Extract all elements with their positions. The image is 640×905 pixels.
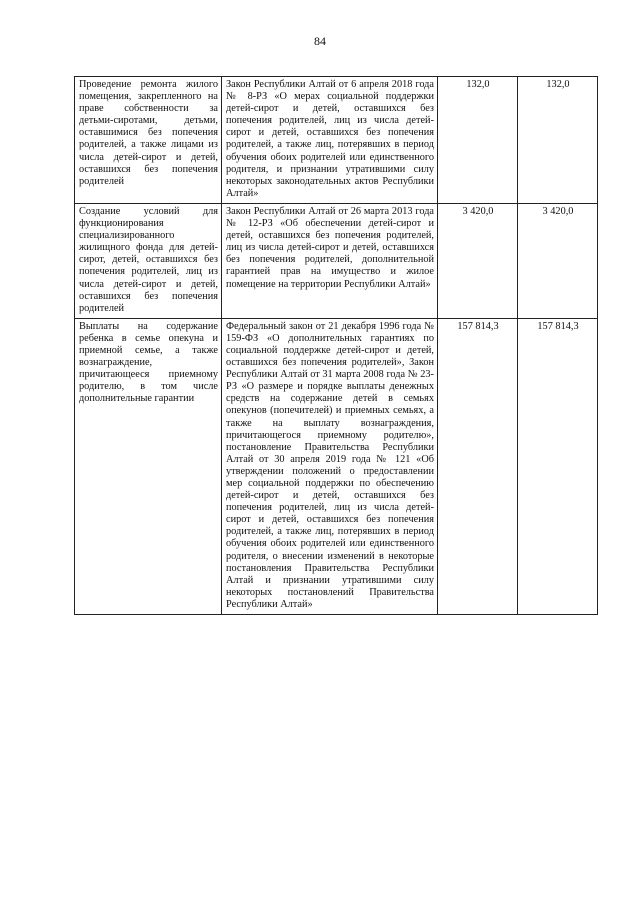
table-row xyxy=(75,318,598,614)
table-row xyxy=(75,77,598,204)
amount-cell-1: 157 814,3 xyxy=(438,318,518,614)
amount-cell-1: 132,0 xyxy=(438,77,518,204)
legal-basis-cell: Закон Республики Алтай от 6 апреля 2018 года № 8-РЗ «О мерах социальной поддержки детей-сирот и детей, оставшихся без попечения родителей, лиц из числа детей-сирот и детей, оставшихся без попечения родителей, а также лиц, потерявших в период обучения обоих родителей или единственного родителя, и признании утратившими силу некоторых законодательных актов Республики Алтай» xyxy=(222,77,438,204)
amount-cell-2: 3 420,0 xyxy=(518,203,598,318)
expense-name-cell: Создание условий для функционирования специализированного жилищного фонда для детей-сирот, детей, оставшихся без попечения родителей, лиц из числа детей-сирот и детей, оставшихся без попечения родителей xyxy=(75,203,222,318)
budget-table xyxy=(74,76,598,615)
table-row xyxy=(75,203,598,318)
amount-cell-1: 3 420,0 xyxy=(438,203,518,318)
page-number: 84 xyxy=(314,34,326,48)
legal-basis-cell: Закон Республики Алтай от 26 марта 2013 года № 12-РЗ «Об обеспечении детей-сирот и детей, оставшихся без попечения родителей, лиц из числа детей-сирот и детей, оставшихся без попечения родителей, дополнительной гарантией прав на имущество и жилое помещение на территории Республики Алтай» xyxy=(222,203,438,318)
expense-name-cell: Выплаты на содержание ребенка в семье опекуна и приемной семье, а также вознаграждение, причитающееся приемному родителю, в том числе дополнительные гарантии xyxy=(75,318,222,614)
amount-cell-2: 132,0 xyxy=(518,77,598,204)
expense-name-cell: Проведение ремонта жилого помещения, закрепленного на праве собственности за детьми-сиротами, детьми, оставшимися без попечения родителей, а также лицами из числа детей-сирот и детей, оставшихся без попечения родителей xyxy=(75,77,222,204)
legal-basis-cell: Федеральный закон от 21 декабря 1996 года № 159-ФЗ «О дополнительных гарантиях по социальной поддержке детей-сирот и детей, оставшихся без попечения родителей», Закон Республики Алтай от 31 марта 2008 года № 23-РЗ «О размере и порядке выплаты денежных средств на содержание детей в семьях опекунов (попечителей) и приемных семьях, а также на выплату вознаграждения, причитающегося приемному родителю», постановление Правительства Республики Алтай от 30 апреля 2019 года № 121 «Об утверждении положений о предоставлении мер социальной поддержки по обеспечению детей-сирот и детей, оставшихся без попечения родителей, лиц из числа детей-сирот и детей, оставшихся без попечения родителей, а также лиц, потерявших в период обучения обоих родителей или единственного родителя, о внесении изменений в некоторые постановления Правительства Республики Алтай и признании утратившими силу некоторых постановлений Правительства Республики Алтай» xyxy=(222,318,438,614)
amount-cell-2: 157 814,3 xyxy=(518,318,598,614)
